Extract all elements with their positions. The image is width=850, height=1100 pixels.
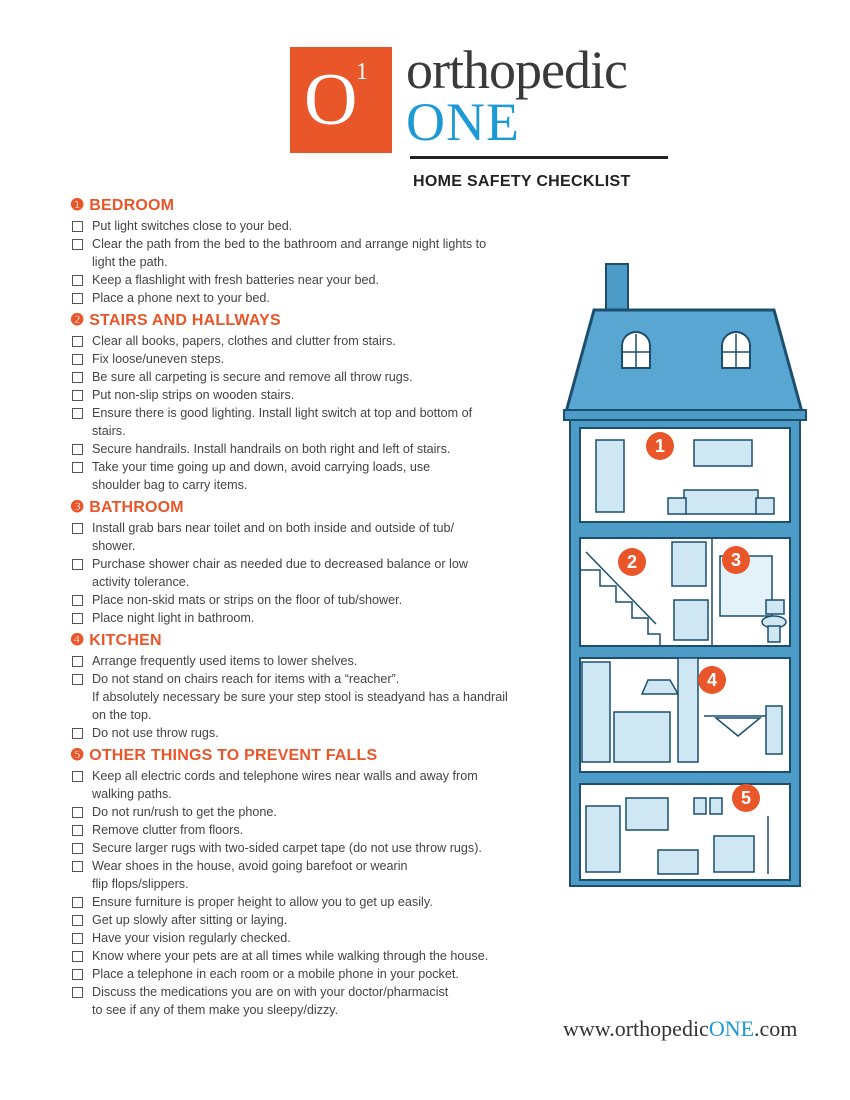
checklist-item-continued: shower. <box>92 539 136 553</box>
checklist-item <box>72 821 552 839</box>
checklist-item-text: Install grab bars near toilet and on both inside and outside of tub/ <box>92 521 454 535</box>
logo-superscript: 1 <box>356 59 368 85</box>
brand-name-top: orthopedic <box>406 40 627 100</box>
checklist-item <box>72 555 552 573</box>
checklist-item-text: Have your vision regularly checked. <box>92 931 291 945</box>
checklist-item <box>72 386 552 404</box>
section-title: ❶ BEDROOM <box>70 197 175 214</box>
brand-name-bottom: ONE <box>406 92 520 152</box>
room-number-4: 4 <box>706 670 718 690</box>
logo-letter: O <box>304 59 358 141</box>
checklist-item-text: Put non-slip strips on wooden stairs. <box>92 388 295 402</box>
checklist-section <box>72 311 552 494</box>
checklist-item <box>72 724 552 742</box>
checklist-item-text: Secure handrails. Install handrails on both right and left of stairs. <box>92 442 451 456</box>
checklist-item-text: Secure larger rugs with two-sided carpet tape (do not use throw rugs). <box>92 841 482 855</box>
checklist-section <box>72 196 552 307</box>
checklist-item-text: Get up slowly after sitting or laying. <box>92 913 288 927</box>
url-prefix: www.orthopedic <box>563 1016 709 1041</box>
checklist-item <box>72 670 552 688</box>
section-title: ❹ KITCHEN <box>70 632 162 649</box>
checklist-item-text: Ensure there is good lighting. Install light switch at top and bottom of <box>92 406 473 420</box>
page-title: HOME SAFETY CHECKLIST <box>413 173 631 190</box>
checklist-item <box>72 289 552 307</box>
checkbox[interactable] <box>72 987 83 998</box>
checklist-item <box>72 911 552 929</box>
checkbox[interactable] <box>72 444 83 455</box>
checklist-item <box>72 271 552 289</box>
checkbox[interactable] <box>72 933 83 944</box>
checkbox[interactable] <box>72 807 83 818</box>
checklist-item-text: Place night light in bathroom. <box>92 611 255 625</box>
checklist-item <box>72 857 552 875</box>
checklist-item <box>72 440 552 458</box>
checklist-item-text: Arrange frequently used items to lower shelves. <box>92 654 358 668</box>
url-one: ONE <box>708 1016 755 1041</box>
checkbox[interactable] <box>72 462 83 473</box>
checklist-item <box>72 652 552 670</box>
checkbox[interactable] <box>72 523 83 534</box>
checkbox[interactable] <box>72 656 83 667</box>
checkbox[interactable] <box>72 275 83 286</box>
checkbox[interactable] <box>72 293 83 304</box>
checkbox[interactable] <box>72 408 83 419</box>
checklist-item-text: Keep a flashlight with fresh batteries near your bed. <box>92 273 380 287</box>
checkbox[interactable] <box>72 969 83 980</box>
checklist-item <box>72 965 552 983</box>
checklist-item-text: Do not use throw rugs. <box>92 726 219 740</box>
checkbox[interactable] <box>72 613 83 624</box>
checkbox[interactable] <box>72 372 83 383</box>
checkbox[interactable] <box>72 674 83 685</box>
checklist-item <box>72 519 552 537</box>
checklist-item <box>72 217 552 235</box>
checklist-section <box>72 631 552 742</box>
checklist-section <box>72 498 552 627</box>
checkbox[interactable] <box>72 595 83 606</box>
checkbox[interactable] <box>72 843 83 854</box>
checklist-item-continued: shoulder bag to carry items. <box>92 478 248 492</box>
checklist-item-text: Do not stand on chairs reach for items with a “reacher”. <box>92 672 400 686</box>
checklist-item-continued: to see if any of them make you sleepy/dizzy. <box>92 1003 339 1017</box>
section-title: ❺ OTHER THINGS TO PREVENT FALLS <box>70 747 378 764</box>
checklist-item-continued: activity tolerance. <box>92 575 190 589</box>
checklist-item <box>72 839 552 857</box>
section-title: ❸ BATHROOM <box>70 499 184 516</box>
checklist-item-text: Wear shoes in the house, avoid going barefoot or wearin <box>92 859 408 873</box>
checkbox[interactable] <box>72 897 83 908</box>
checklist-item-continued: If absolutely necessary be sure your step stool is steadyand has a handrail <box>92 690 508 704</box>
checklist-item-text: Clear all books, papers, clothes and clutter from stairs. <box>92 334 396 348</box>
title-divider <box>410 156 668 159</box>
checklist-item-text: Know where your pets are at all times while walking through the house. <box>92 949 489 963</box>
checklist-item-text: Purchase shower chair as needed due to decreased balance or low <box>92 557 468 571</box>
checklist-section <box>72 746 552 1019</box>
checklist-item-continued: on the top. <box>92 708 152 722</box>
checkbox[interactable] <box>72 915 83 926</box>
checklist-item-continued: walking paths. <box>92 787 172 801</box>
checklist <box>72 196 552 1023</box>
checkbox[interactable] <box>72 336 83 347</box>
checklist-item <box>72 404 552 422</box>
checklist-item-text: Be sure all carpeting is secure and remove all throw rugs. <box>92 370 413 384</box>
checklist-item <box>72 368 552 386</box>
checklist-item-text: Place a telephone in each room or a mobile phone in your pocket. <box>92 967 459 981</box>
checkbox[interactable] <box>72 354 83 365</box>
checklist-item <box>72 591 552 609</box>
checklist-item-text: Put light switches close to your bed. <box>92 219 293 233</box>
checklist-item <box>72 893 552 911</box>
checkbox[interactable] <box>72 559 83 570</box>
checklist-item-continued: stairs. <box>92 424 126 438</box>
checkbox[interactable] <box>72 728 83 739</box>
checklist-item <box>72 350 552 368</box>
checklist-item <box>72 803 552 821</box>
section-title: ❷ STAIRS AND HALLWAYS <box>70 312 281 329</box>
checkbox[interactable] <box>72 825 83 836</box>
checklist-item <box>72 609 552 627</box>
checkbox[interactable] <box>72 951 83 962</box>
checklist-item-text: Keep all electric cords and telephone wires near walls and away from <box>92 769 478 783</box>
checkbox[interactable] <box>72 221 83 232</box>
checklist-item <box>72 983 552 1001</box>
checklist-item <box>72 332 552 350</box>
checklist-item-text: Discuss the medications you are on with your doctor/pharmacist <box>92 985 449 999</box>
checklist-item <box>72 947 552 965</box>
room-number-3: 3 <box>730 550 742 570</box>
website-url[interactable] <box>563 1016 797 1042</box>
brand-logo-mark <box>290 47 392 153</box>
checklist-item-continued: light the path. <box>92 255 168 269</box>
checkbox[interactable] <box>72 239 83 250</box>
checklist-item <box>72 767 552 785</box>
checklist-item-text: Place non-skid mats or strips on the floor of tub/shower. <box>92 593 403 607</box>
checklist-item <box>72 235 552 253</box>
room-number-5: 5 <box>740 788 752 808</box>
checkbox[interactable] <box>72 390 83 401</box>
checklist-item-text: Remove clutter from floors. <box>92 823 244 837</box>
checklist-item-text: Take your time going up and down, avoid carrying loads, use <box>92 460 431 474</box>
checklist-item <box>72 458 552 476</box>
checklist-item-text: Ensure furniture is proper height to allow you to get up easily. <box>92 895 433 909</box>
house-illustration <box>560 260 810 900</box>
checklist-item-text: Fix loose/uneven steps. <box>92 352 225 366</box>
checklist-item-text: Clear the path from the bed to the bathroom and arrange night lights to <box>92 237 487 251</box>
checkbox[interactable] <box>72 771 83 782</box>
url-suffix: .com <box>754 1016 798 1041</box>
checklist-item-text: Do not run/rush to get the phone. <box>92 805 277 819</box>
checklist-item <box>72 929 552 947</box>
checkbox[interactable] <box>72 861 83 872</box>
room-number-1: 1 <box>654 436 666 456</box>
room-number-2: 2 <box>626 552 638 572</box>
checklist-item-continued: flip flops/slippers. <box>92 877 189 891</box>
checklist-item-text: Place a phone next to your bed. <box>92 291 270 305</box>
